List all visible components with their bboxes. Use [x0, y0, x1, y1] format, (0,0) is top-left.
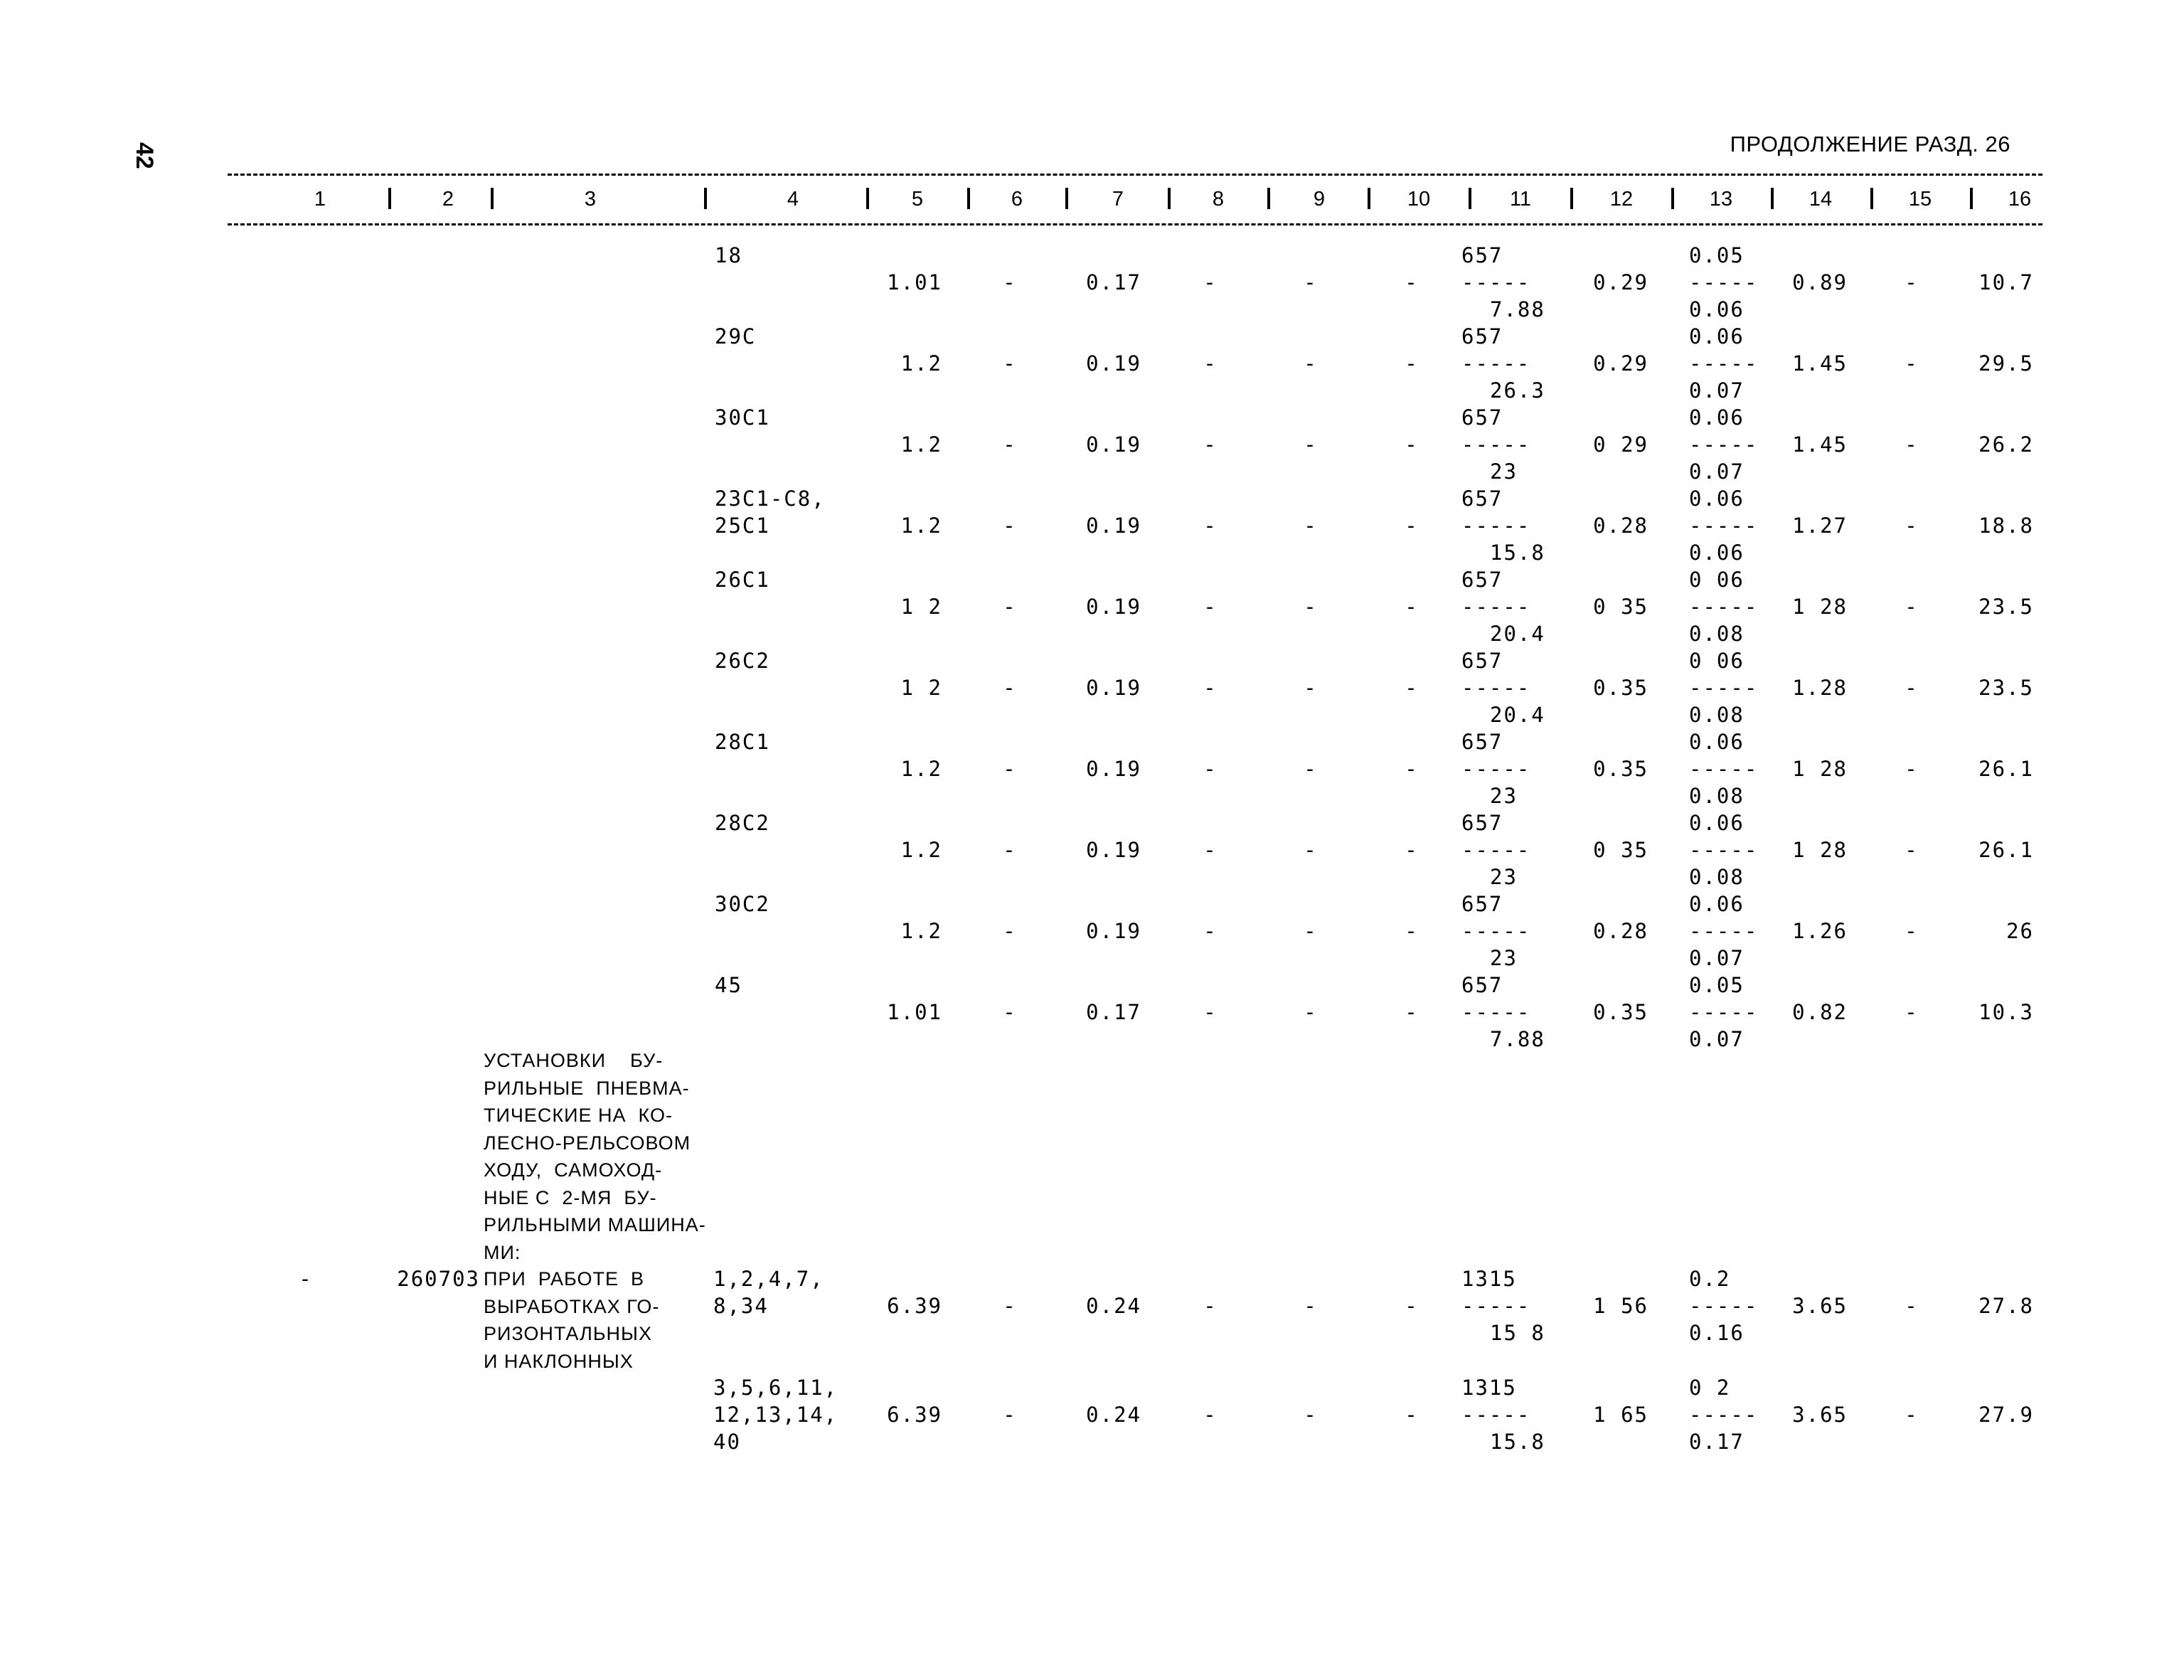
column-separator: [1267, 188, 1270, 209]
cell-col13-fraction-bar: -----: [1689, 1403, 1759, 1427]
cell-col15: -: [1905, 351, 1919, 376]
cell-col10: -: [1405, 1000, 1419, 1024]
cell-col10: -: [1405, 595, 1419, 619]
cell-col5: 1.2: [900, 919, 942, 943]
cell-col7: 0.19: [1086, 351, 1141, 376]
cell-col6: -: [1003, 351, 1017, 376]
item-description-line: РИЗОНТАЛЬНЫХ: [484, 1323, 652, 1344]
cell-col14: 1.45: [1792, 351, 1848, 376]
column-header-13: 13: [1709, 188, 1733, 211]
cell-col10: -: [1405, 838, 1419, 862]
cell-col11-denominator: 15.8: [1490, 1430, 1545, 1454]
cell-col13-fraction-bar: -----: [1689, 838, 1759, 862]
cell-col13-denominator: 0.07: [1689, 459, 1744, 484]
cell-col10: -: [1405, 1403, 1419, 1427]
cell-col11-fraction-bar: -----: [1461, 1403, 1531, 1427]
column-header-12: 12: [1609, 188, 1634, 211]
cell-col13-numerator: 0.05: [1689, 973, 1744, 997]
column-header-15: 15: [1908, 188, 1932, 211]
page-number: 42: [131, 142, 158, 169]
cell-col9: -: [1304, 1294, 1318, 1318]
row-code: 28С1: [715, 730, 770, 754]
cell-col16: 23.5: [1978, 676, 2034, 700]
cell-col11-denominator: 7.88: [1490, 297, 1545, 321]
top-rule: [228, 174, 2042, 176]
cell-col11-numerator: 657: [1461, 324, 1503, 349]
cell-col9: -: [1304, 757, 1318, 781]
cell-col14: 0.82: [1792, 1000, 1848, 1024]
item-code-list: 3,5,6,11,: [713, 1376, 838, 1400]
column-header-14: 14: [1809, 188, 1833, 211]
cell-col13-denominator: 0.07: [1689, 946, 1744, 970]
column-separator: [491, 188, 494, 209]
cell-col14: 1 28: [1792, 595, 1848, 619]
group-heading-line: НЫЕ С 2-МЯ БУ-: [484, 1186, 657, 1208]
cell-col13-denominator: 0.06: [1689, 297, 1744, 321]
cell-col5: 6.39: [887, 1403, 942, 1427]
column-header-9: 9: [1313, 188, 1326, 211]
cell-col12: 0 35: [1593, 838, 1648, 862]
item-code: 260703: [397, 1267, 480, 1291]
continuation-title: ПРОДОЛЖЕНИЕ РАЗД. 26: [1730, 132, 2010, 156]
cell-col16: 23.5: [1978, 595, 2034, 619]
cell-col11-numerator: 1315: [1461, 1267, 1517, 1291]
column-separator: [967, 188, 970, 209]
cell-col9: -: [1304, 432, 1318, 457]
cell-col13-denominator: 0.07: [1689, 378, 1744, 403]
cell-col11-fraction-bar: -----: [1461, 595, 1531, 619]
cell-col12: 0 35: [1593, 595, 1648, 619]
column-separator: [1168, 188, 1171, 209]
column-separator: [1065, 188, 1068, 209]
cell-col6: -: [1003, 919, 1017, 943]
cell-col5: 1 2: [900, 676, 942, 700]
cell-col11-fraction-bar: -----: [1461, 1000, 1531, 1024]
cell-col11-numerator: 657: [1461, 649, 1503, 673]
cell-col11-denominator: 23: [1490, 865, 1518, 889]
cell-col7: 0.24: [1086, 1403, 1141, 1427]
item-code-list: 8,34: [713, 1294, 769, 1318]
cell-col16: 10.3: [1978, 1000, 2034, 1024]
cell-col11-numerator: 657: [1461, 243, 1503, 267]
cell-col8: -: [1203, 1000, 1218, 1024]
cell-col5: 1.2: [900, 514, 942, 538]
cell-col11-numerator: 657: [1461, 487, 1503, 511]
cell-col15: -: [1905, 1403, 1919, 1427]
cell-col13-numerator: 0 2: [1689, 1376, 1731, 1400]
group-heading-line: МИ:: [484, 1241, 521, 1263]
cell-col11-fraction-bar: -----: [1461, 270, 1531, 294]
header-bottom-rule: [228, 223, 2042, 225]
cell-col12: 0.28: [1593, 919, 1648, 943]
cell-col13-numerator: 0.06: [1689, 324, 1744, 349]
cell-col8: -: [1203, 1294, 1218, 1318]
cell-col14: 1.27: [1792, 514, 1848, 538]
column-header-11: 11: [1509, 188, 1532, 211]
column-header-3: 3: [584, 188, 597, 211]
cell-col15: -: [1905, 757, 1919, 781]
cell-col11-fraction-bar: -----: [1461, 432, 1531, 457]
cell-col8: -: [1203, 757, 1218, 781]
column-header-row: [228, 185, 2042, 216]
row-code: 30С1: [715, 405, 770, 430]
cell-col13-numerator: 0.06: [1689, 487, 1744, 511]
cell-col13-denominator: 0.08: [1689, 865, 1744, 889]
cell-col13-fraction-bar: -----: [1689, 595, 1759, 619]
cell-col7: 0.19: [1086, 676, 1141, 700]
cell-col6: -: [1003, 595, 1017, 619]
row-code: 26С2: [715, 649, 770, 673]
item-col1: -: [299, 1267, 313, 1291]
cell-col6: -: [1003, 514, 1017, 538]
cell-col13-numerator: 0 06: [1689, 649, 1744, 673]
column-header-6: 6: [1011, 188, 1023, 211]
cell-col12: 0.29: [1593, 351, 1648, 376]
cell-col6: -: [1003, 757, 1017, 781]
cell-col11-numerator: 1315: [1461, 1376, 1517, 1400]
cell-col11-denominator: 20.4: [1490, 703, 1545, 727]
cell-col7: 0.19: [1086, 514, 1141, 538]
cell-col11-fraction-bar: -----: [1461, 676, 1531, 700]
cell-col9: -: [1304, 595, 1318, 619]
cell-col13-denominator: 0.08: [1689, 703, 1744, 727]
cell-col8: -: [1203, 838, 1218, 862]
cell-col14: 1.45: [1792, 432, 1848, 457]
cell-col16: 26.1: [1978, 838, 2034, 862]
cell-col10: -: [1405, 351, 1419, 376]
cell-col11-denominator: 20.4: [1490, 622, 1545, 646]
cell-col7: 0.17: [1086, 1000, 1141, 1024]
cell-col10: -: [1405, 757, 1419, 781]
cell-col13-numerator: 0.05: [1689, 243, 1744, 267]
cell-col10: -: [1405, 270, 1419, 294]
cell-col10: -: [1405, 432, 1419, 457]
cell-col13-fraction-bar: -----: [1689, 514, 1759, 538]
cell-col11-denominator: 26.3: [1490, 378, 1545, 403]
row-code-cont: 25С1: [715, 514, 770, 538]
column-separator: [1570, 188, 1573, 209]
cell-col11-denominator: 15.8: [1490, 541, 1545, 565]
cell-col8: -: [1203, 351, 1218, 376]
cell-col13-fraction-bar: -----: [1689, 676, 1759, 700]
cell-col13-denominator: 0.17: [1689, 1430, 1744, 1454]
cell-col14: 1 28: [1792, 838, 1848, 862]
cell-col15: -: [1905, 270, 1919, 294]
column-header-10: 10: [1407, 188, 1431, 211]
group-heading-line: УСТАНОВКИ БУ-: [484, 1050, 664, 1071]
cell-col13-numerator: 0.06: [1689, 892, 1744, 916]
cell-col11-fraction-bar: -----: [1461, 514, 1531, 538]
column-separator: [388, 188, 391, 209]
cell-col13-numerator: 0 06: [1689, 568, 1744, 592]
column-separator: [1970, 188, 1973, 209]
item-description-line: ПРИ РАБОТЕ В: [484, 1268, 644, 1290]
row-code: 30С2: [715, 892, 770, 916]
cell-col8: -: [1203, 432, 1218, 457]
cell-col8: -: [1203, 514, 1218, 538]
cell-col11-numerator: 657: [1461, 730, 1503, 754]
cell-col13-fraction-bar: -----: [1689, 351, 1759, 376]
cell-col5: 1.2: [900, 351, 942, 376]
cell-col13-numerator: 0.06: [1689, 405, 1744, 430]
cell-col10: -: [1405, 514, 1419, 538]
cell-col8: -: [1203, 1403, 1218, 1427]
cell-col14: 3.65: [1792, 1403, 1848, 1427]
cell-col5: 6.39: [887, 1294, 942, 1318]
cell-col10: -: [1405, 1294, 1419, 1318]
cell-col5: 1.2: [900, 757, 942, 781]
cell-col12: 0 29: [1593, 432, 1648, 457]
group-heading-line: РИЛЬНЫМИ МАШИНА-: [484, 1214, 706, 1235]
cell-col6: -: [1003, 270, 1017, 294]
cell-col7: 0.19: [1086, 919, 1141, 943]
cell-col5: 1.01: [887, 270, 942, 294]
column-separator: [1870, 188, 1873, 209]
column-header-2: 2: [442, 188, 454, 211]
cell-col12: 1 56: [1593, 1294, 1648, 1318]
cell-col13-numerator: 0.06: [1689, 730, 1744, 754]
cell-col15: -: [1905, 595, 1919, 619]
cell-col13-numerator: 0.2: [1689, 1267, 1731, 1291]
column-separator: [1671, 188, 1674, 209]
group-heading-line: ХОДУ, САМОХОД-: [484, 1159, 663, 1181]
column-header-4: 4: [787, 188, 799, 211]
cell-col5: 1.01: [887, 1000, 942, 1024]
item-code-list: 12,13,14,: [713, 1403, 838, 1427]
cell-col10: -: [1405, 919, 1419, 943]
cell-col9: -: [1304, 514, 1318, 538]
cell-col6: -: [1003, 1294, 1017, 1318]
item-description-line: ВЫРАБОТКАХ ГО-: [484, 1295, 660, 1317]
cell-col11-numerator: 657: [1461, 405, 1503, 430]
column-header-1: 1: [314, 188, 326, 211]
cell-col13-denominator: 0.16: [1689, 1321, 1744, 1345]
cell-col6: -: [1003, 676, 1017, 700]
column-separator: [866, 188, 869, 209]
row-code: 28С2: [715, 811, 770, 835]
cell-col11-fraction-bar: -----: [1461, 919, 1531, 943]
cell-col15: -: [1905, 432, 1919, 457]
column-header-7: 7: [1112, 188, 1124, 211]
cell-col8: -: [1203, 270, 1218, 294]
cell-col11-numerator: 657: [1461, 568, 1503, 592]
cell-col11-numerator: 657: [1461, 811, 1503, 835]
cell-col8: -: [1203, 595, 1218, 619]
cell-col13-fraction-bar: -----: [1689, 757, 1759, 781]
cell-col11-fraction-bar: -----: [1461, 1294, 1531, 1318]
cell-col12: 0.28: [1593, 514, 1648, 538]
cell-col16: 18.8: [1978, 514, 2034, 538]
column-header-16: 16: [2008, 188, 2032, 211]
cell-col11-denominator: 7.88: [1490, 1027, 1545, 1051]
cell-col11-denominator: 23: [1490, 784, 1518, 808]
row-code: 18: [715, 243, 742, 267]
group-heading-line: ЛЕСНО-РЕЛЬСОВОМ: [484, 1132, 691, 1154]
cell-col13-fraction-bar: -----: [1689, 432, 1759, 457]
cell-col5: 1.2: [900, 838, 942, 862]
cell-col12: 0.29: [1593, 270, 1648, 294]
cell-col13-denominator: 0.07: [1689, 1027, 1744, 1051]
cell-col7: 0.24: [1086, 1294, 1141, 1318]
row-code: 23С1-С8,: [715, 487, 826, 511]
cell-col9: -: [1304, 919, 1318, 943]
row-code: 45: [715, 973, 742, 997]
column-separator: [1771, 188, 1774, 209]
cell-col5: 1.2: [900, 432, 942, 457]
cell-col15: -: [1905, 919, 1919, 943]
item-code-list: 40: [713, 1430, 741, 1454]
cell-col5: 1 2: [900, 595, 942, 619]
cell-col8: -: [1203, 676, 1218, 700]
cell-col11-fraction-bar: -----: [1461, 757, 1531, 781]
cell-col11-fraction-bar: -----: [1461, 838, 1531, 862]
cell-col9: -: [1304, 676, 1318, 700]
cell-col6: -: [1003, 1000, 1017, 1024]
cell-col14: 1.28: [1792, 676, 1848, 700]
column-header-5: 5: [911, 188, 924, 211]
cell-col16: 10.7: [1978, 270, 2034, 294]
cell-col14: 1.26: [1792, 919, 1848, 943]
cell-col7: 0.19: [1086, 595, 1141, 619]
cell-col15: -: [1905, 1000, 1919, 1024]
cell-col7: 0.19: [1086, 757, 1141, 781]
cell-col9: -: [1304, 270, 1318, 294]
cell-col14: 0.89: [1792, 270, 1848, 294]
cell-col15: -: [1905, 514, 1919, 538]
cell-col9: -: [1304, 1000, 1318, 1024]
cell-col9: -: [1304, 838, 1318, 862]
cell-col8: -: [1203, 919, 1218, 943]
column-separator: [1469, 188, 1471, 209]
cell-col11-denominator: 23: [1490, 946, 1518, 970]
cell-col16: 27.9: [1978, 1403, 2034, 1427]
cell-col16: 27.8: [1978, 1294, 2034, 1318]
cell-col13-fraction-bar: -----: [1689, 1294, 1759, 1318]
cell-col13-fraction-bar: -----: [1689, 1000, 1759, 1024]
cell-col13-denominator: 0.08: [1689, 622, 1744, 646]
column-header-8: 8: [1212, 188, 1225, 211]
cell-col7: 0.19: [1086, 838, 1141, 862]
cell-col10: -: [1405, 676, 1419, 700]
cell-col11-denominator: 15 8: [1490, 1321, 1545, 1345]
cell-col16: 26.2: [1978, 432, 2034, 457]
cell-col11-numerator: 657: [1461, 973, 1503, 997]
cell-col13-fraction-bar: -----: [1689, 919, 1759, 943]
cell-col13-numerator: 0.06: [1689, 811, 1744, 835]
cell-col14: 3.65: [1792, 1294, 1848, 1318]
item-description-line: И НАКЛОННЫХ: [484, 1350, 634, 1372]
column-separator: [704, 188, 707, 209]
cell-col13-denominator: 0.06: [1689, 541, 1744, 565]
cell-col12: 0.35: [1593, 676, 1648, 700]
cell-col7: 0.19: [1086, 432, 1141, 457]
cell-col6: -: [1003, 838, 1017, 862]
cell-col9: -: [1304, 1403, 1318, 1427]
cell-col13-fraction-bar: -----: [1689, 270, 1759, 294]
item-code-list: 1,2,4,7,: [713, 1267, 824, 1291]
cell-col15: -: [1905, 838, 1919, 862]
cell-col12: 0.35: [1593, 757, 1648, 781]
row-code: 26С1: [715, 568, 770, 592]
cell-col11-numerator: 657: [1461, 892, 1503, 916]
row-code: 29С: [715, 324, 757, 349]
group-heading-line: ТИЧЕСКИЕ НА КО-: [484, 1105, 673, 1126]
cell-col13-denominator: 0.08: [1689, 784, 1744, 808]
cell-col11-denominator: 23: [1490, 459, 1518, 484]
cell-col14: 1 28: [1792, 757, 1848, 781]
cell-col7: 0.17: [1086, 270, 1141, 294]
cell-col15: -: [1905, 1294, 1919, 1318]
cell-col6: -: [1003, 432, 1017, 457]
cell-col16: 26.1: [1978, 757, 2034, 781]
cell-col12: 0.35: [1593, 1000, 1648, 1024]
cell-col9: -: [1304, 351, 1318, 376]
cell-col16: 26: [2006, 919, 2034, 943]
cell-col15: -: [1905, 676, 1919, 700]
column-separator: [1368, 188, 1370, 209]
cell-col12: 1 65: [1593, 1403, 1648, 1427]
group-heading-line: РИЛЬНЫЕ ПНЕВМА-: [484, 1077, 690, 1099]
cell-col11-fraction-bar: -----: [1461, 351, 1531, 376]
cell-col6: -: [1003, 1403, 1017, 1427]
cell-col16: 29.5: [1978, 351, 2034, 376]
